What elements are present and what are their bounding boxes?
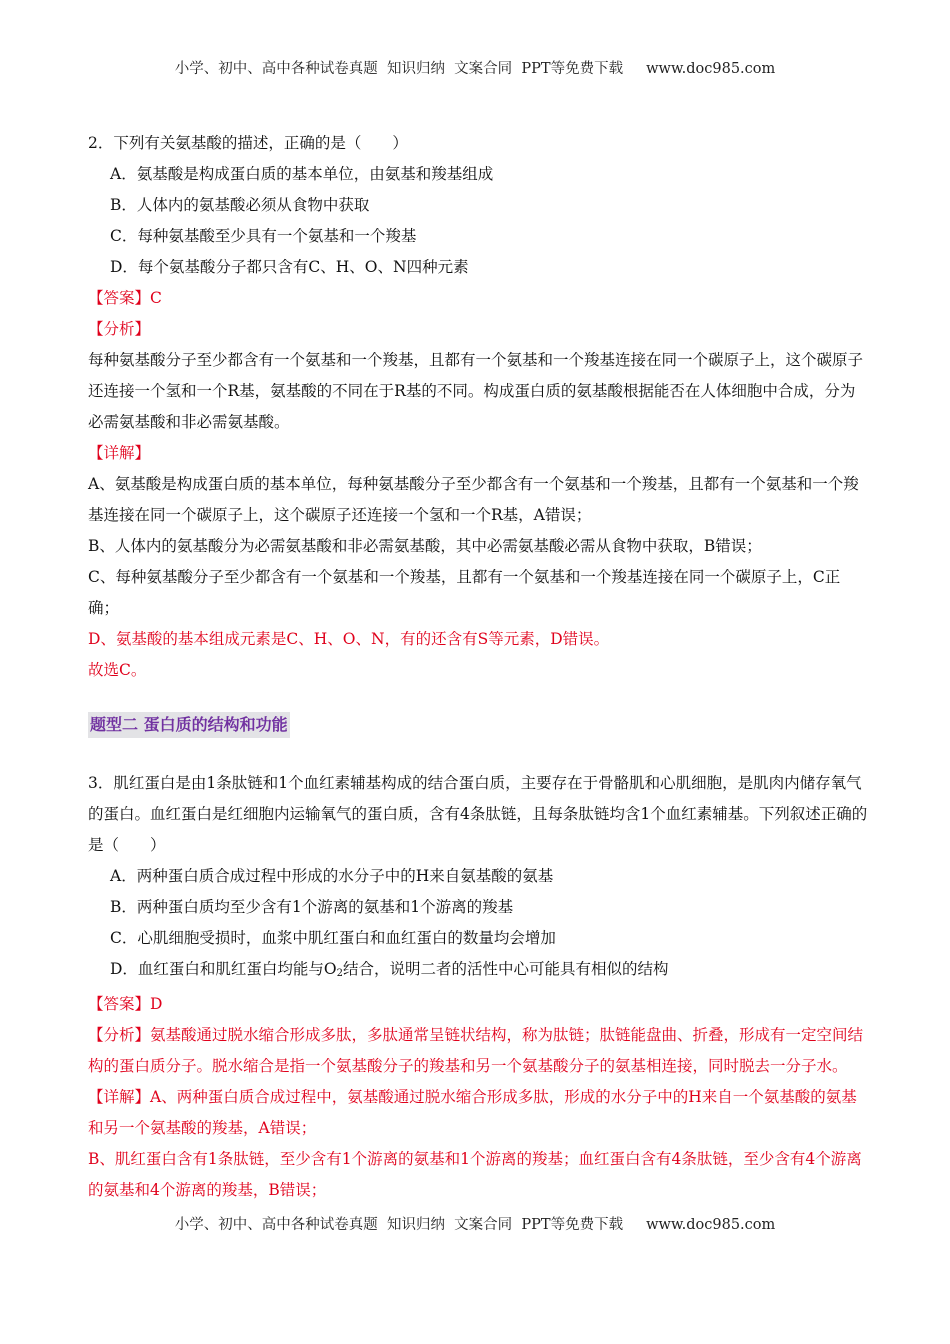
question-2-detail-b: B、人体内的氨基酸分为必需氨基酸和非必需氨基酸，其中必需氨基酸必需从食物中获取，B错误； (88, 537, 762, 555)
question-2-stem: 2．下列有关氨基酸的描述，正确的是（ ） (88, 134, 408, 152)
question-3-option-a: A．两种蛋白质合成过程中形成的水分子中的H来自氨基酸的氨基 (110, 867, 554, 885)
question-2-option-d: D．每个氨基酸分子都只含有C、H、O、N四种元素 (110, 258, 469, 276)
question-3-detail-tag: 【详解】 (88, 1088, 151, 1106)
question-3-option-b: B．两种蛋白质均至少含有1个游离的氨基和1个游离的羧基 (110, 898, 514, 916)
question-2-answer: 【答案】C (88, 289, 162, 307)
question-3-analysis-text: 氨基酸通过脱水缩合形成多肽，多肽通常呈链状结构，称为肽链；肽链能盘曲、折叠，形成有一定空间结构的蛋白质分子。脱水缩合是指一个氨基酸分子的羧基和另一个氨基酸分子的氨基相连接，同时脱去一分子水。 (88, 1026, 864, 1075)
question-3-analysis (88, 1020, 868, 1082)
question-3-detail-a (88, 1082, 868, 1144)
question-2-analysis-tag: 【分析】 (88, 320, 151, 338)
question-2-detail-c: C、每种氨基酸分子至少都含有一个氨基和一个羧基，且都有一个氨基和一个羧基连接在同一个碳原子上，C正确； (88, 568, 841, 617)
question-2-option-c: C．每种氨基酸至少具有一个氨基和一个羧基 (110, 227, 417, 245)
document-body (88, 128, 868, 1206)
question-3-option-d-pre: D．血红蛋白和肌红蛋白均能与O (110, 960, 337, 978)
oxygen-subscript: 2 (336, 968, 344, 979)
question-2-detail-d: D、氨基酸的基本组成元素是C、H、O、N，有的还含有S等元素，D错误。 (88, 630, 610, 648)
question-3-stem: 3．肌红蛋白是由1条肽链和1个血红素辅基构成的结合蛋白质，主要存在于骨骼肌和心肌细胞，是肌肉内储存氧气的蛋白。血红蛋白是红细胞内运输氧气的蛋白质，含有4条肽链，且每条肽链均含1个血红素辅基。下列叙述正确的是（ ） (88, 774, 868, 854)
question-3-answer: 【答案】D (88, 995, 163, 1013)
question-2-option-a: A．氨基酸是构成蛋白质的基本单位，由氨基和羧基组成 (110, 165, 494, 183)
section-heading: 题型二 蛋白质的结构和功能 (88, 712, 290, 738)
question-2-detail-tag: 【详解】 (88, 444, 151, 462)
page-header: 小学、初中、高中各种试卷真题 知识归纳 文案合同 PPT等免费下载 www.doc985.com (174, 61, 776, 77)
question-3-option-c: C．心肌细胞受损时，血浆中肌红蛋白和血红蛋白的数量均会增加 (110, 929, 556, 947)
question-3-detail-b: B、肌红蛋白含有1条肽链，至少含有1个游离的氨基和1个游离的羧基；血红蛋白含有4条肽链，至少含有4个游离的氨基和4个游离的羧基，B错误； (88, 1150, 862, 1199)
question-2-analysis: 每种氨基酸分子至少都含有一个氨基和一个羧基，且都有一个氨基和一个羧基连接在同一个碳原子上，这个碳原子还连接一个氢和一个R基，氨基酸的不同在于R基的不同。构成蛋白质的氨基酸根据能否在人体细胞中合成，分为必需氨基酸和非必需氨基酸。 (88, 351, 864, 431)
question-2-option-b: B．人体内的氨基酸必须从食物中获取 (110, 196, 370, 214)
question-3-analysis-tag: 【分析】 (88, 1026, 151, 1044)
question-3-detail-a-text: A、两种蛋白质合成过程中，氨基酸通过脱水缩合形成多肽，形成的水分子中的H来自一个氨基酸的氨基和另一个氨基酸的羧基，A错误； (88, 1088, 857, 1137)
question-2-conclusion: 故选C。 (88, 661, 147, 679)
question-3-option-d (88, 954, 868, 989)
question-2-detail-a: A、氨基酸是构成蛋白质的基本单位，每种氨基酸分子至少都含有一个氨基和一个羧基，且都有一个氨基和一个羧基连接在同一个碳原子上，这个碳原子还连接一个氢和一个R基，A错误； (88, 475, 859, 524)
question-3-option-d-post: 结合，说明二者的活性中心可能具有相似的结构 (343, 960, 669, 978)
page-footer: 小学、初中、高中各种试卷真题 知识归纳 文案合同 PPT等免费下载 www.doc985.com (174, 1217, 776, 1233)
